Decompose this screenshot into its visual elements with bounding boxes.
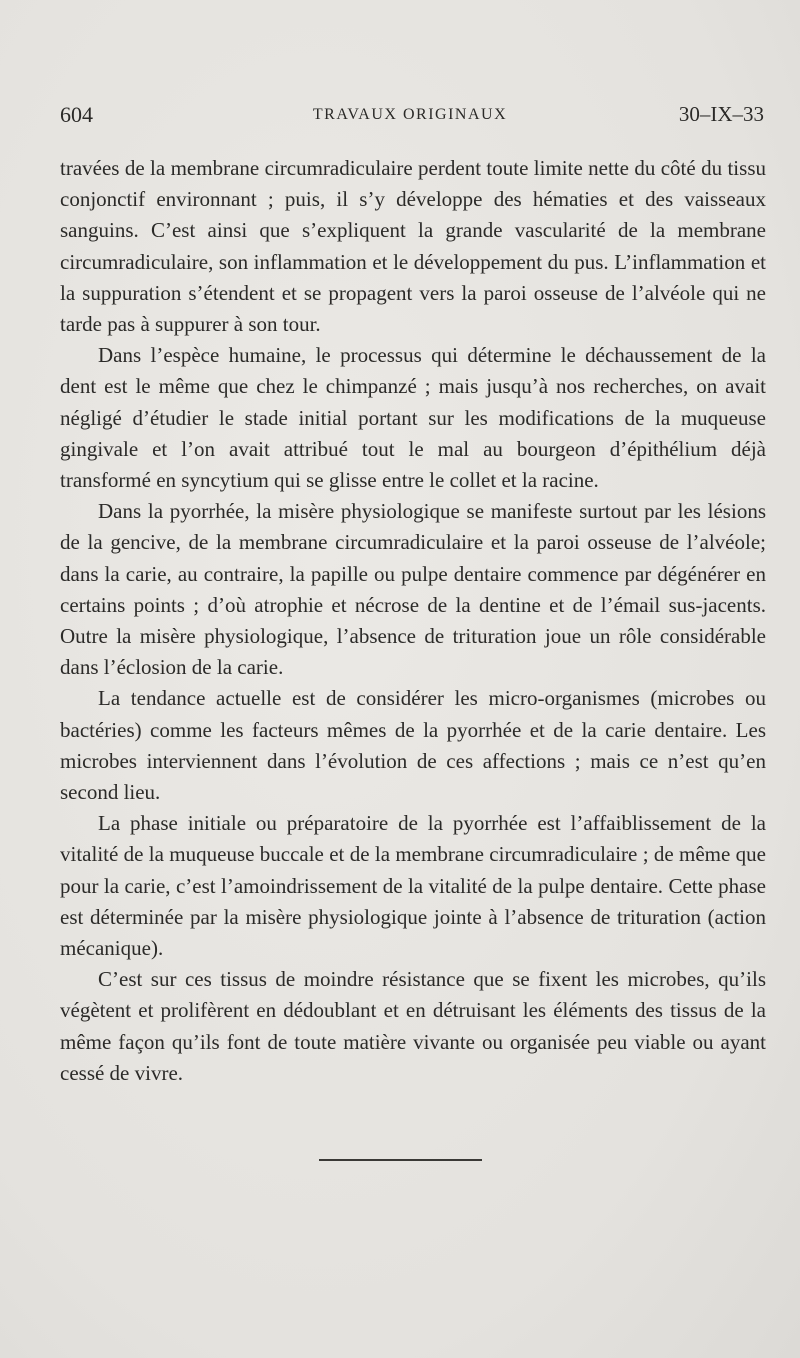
paragraph: Dans l’espèce humaine, le processus qui détermine le déchaussement de la dent est le même que chez le chimpanzé ; mais jusqu’à nos recherches, on avait négligé d’étudier le stade initial portant sur les modifications de la muqueuse gingivale et l’on avait attribué tout le mal au bourgeon d’épithélium déjà transformé en syncytium qui se glisse entre le collet et la racine. [60,343,766,493]
article-body [60,153,766,1089]
section-end-rule [319,1159,482,1161]
paragraph: La phase initiale ou préparatoire de la pyorrhée est l’affaiblissement de la vitalité de la muqueuse buccale et de la membrane circumradiculaire ; de même que pour la carie, c’est l’amoindrissement de la vitalité de la pulpe dentaire. Cette phase est déterminée par la misère physiologique jointe à l’absence de trituration (action mécanique). [60,811,766,961]
page-header [60,102,764,132]
issue-date: 30–IX–33 [678,102,764,126]
paragraph: C’est sur ces tissus de moindre résistance que se fixent les microbes, qu’ils végètent et prolifèrent en dédoublant et en détruisant les éléments des tissus de la même façon qu’ils font de toute matière vivante ou organisée peu viable ou ayant cessé de vivre. [60,967,766,1085]
paragraph: La tendance actuelle est de considérer les micro-organismes (microbes ou bactéries) comme les facteurs mêmes de la pyorrhée et de la carie dentaire. Les microbes interviennent dans l’évolution de ces affections ; mais ce n’est qu’en second lieu. [60,686,766,805]
paragraph-continued: travées de la membrane circumradiculaire perdent toute limite nette du côté du tissu conjonctif environnant ; puis, il s’y développe des hématies et des vaisseaux sanguins. C’est ainsi que s’expliquent la grande vascularité de la membrane circumradiculaire, son inflammation et le développement du pus. L’inflammation et la suppuration s’étendent et se propagent vers la paroi osseuse de l’alvéole qui ne tarde pas à suppurer à son tour. [60,156,766,337]
page-number: 604 [60,102,93,127]
running-title: TRAVAUX ORIGINAUX [312,106,508,123]
paragraph: Dans la pyorrhée, la misère physiologique se manifeste surtout par les lésions de la gencive, de la membrane circumradiculaire et la paroi osseuse de l’alvéole; dans la carie, au contraire, la papille ou pulpe dentaire commence par dégénérer en certains points ; d’où atrophie et nécrose de la dentine et de l’émail sus-jacents. Outre la misère physiologique, l’absence de trituration joue un rôle considérable dans l’éclosion de la carie. [60,499,766,680]
